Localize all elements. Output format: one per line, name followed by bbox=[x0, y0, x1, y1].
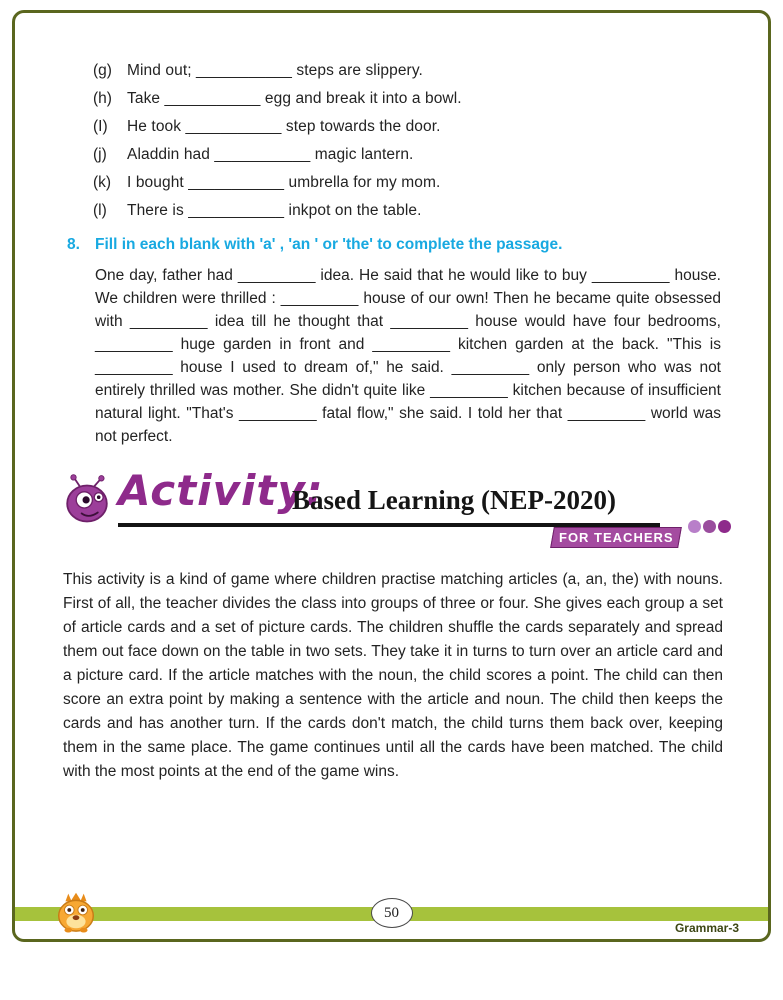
for-teachers-badge bbox=[550, 527, 682, 548]
question-title: Fill in each blank with 'a' , 'an ' or 'the' to complete the passage. bbox=[95, 236, 563, 253]
page-number: 50 bbox=[384, 904, 399, 921]
yellow-monster-icon bbox=[52, 886, 100, 934]
exercise-item-text: He took ___________ step towards the door. bbox=[127, 118, 441, 135]
exercise-item-label: (k) bbox=[93, 174, 112, 191]
exercise-item-label: (g) bbox=[93, 62, 112, 79]
dot-icon bbox=[703, 520, 716, 533]
activity-heading-section bbox=[0, 466, 783, 558]
activity-description: This activity is a kind of game where children practise matching articles (a, an, the) with nouns. First of all, the teacher divides the class into groups of three or four. She gives each group a set of article cards and a set of picture cards. The children shuffle the cards separately and spread them out face down on the table in two sets. They take it in turns to turn over an article card and a picture card. If the article matches with the noun, the child scores a point. The child can then score an extra point by making a sentence with the article and noun. The child then keeps the cards and has another turn. If the cards don't match, the child turns them back over, keeping them in the same place. The game continues until all the cards have been matched. The child with the most points at the end of the game wins. bbox=[63, 571, 723, 780]
for-teachers-label: FOR TEACHERS bbox=[558, 530, 674, 545]
decorative-dots-icon bbox=[686, 520, 731, 538]
exercise-item-label: (h) bbox=[93, 90, 112, 107]
activity-subtitle: Based Learning (NEP-2020) bbox=[292, 485, 616, 515]
exercise-item-text: I bought ___________ umbrella for my mom. bbox=[127, 174, 441, 191]
exercise-item-text: Aladdin had ___________ magic lantern. bbox=[127, 146, 414, 163]
activity-word: Activity: bbox=[118, 466, 324, 515]
exercise-item bbox=[93, 118, 783, 136]
exercise-item-text: Mind out; ___________ steps are slippery. bbox=[127, 62, 423, 79]
exercise-item-text: Take ___________ egg and break it into a bowl. bbox=[127, 90, 462, 107]
dot-icon bbox=[688, 520, 701, 533]
page-number-badge bbox=[371, 898, 413, 928]
question-number: 8. bbox=[67, 236, 80, 253]
exercise-item-label: (l) bbox=[93, 202, 107, 219]
exercise-list bbox=[93, 62, 783, 220]
exercise-item-label: (j) bbox=[93, 146, 107, 163]
exercise-item bbox=[93, 90, 783, 108]
exercise-item-text: There is ___________ inkpot on the table. bbox=[127, 202, 422, 219]
exercise-item-label: (I) bbox=[93, 118, 108, 135]
purple-monster-icon bbox=[60, 472, 114, 526]
exercise-item bbox=[93, 62, 783, 80]
fill-in-passage: One day, father had _________ idea. He said that he would like to buy _________ house. We children were thrilled : _________ house of our own! Then he became quite obsessed with _________ idea till he thought that _________ house would have four bedrooms, _________ huge garden in front and _________ kitchen garden at the back. "This is _________ house I used to dream of," he said. _________ only person who was not entirely thrilled was mother. She didn't quite like _________ kitchen because of insufficient natural light. "That's _________ fatal flow," she said. I told her that _________ world was not perfect. bbox=[95, 267, 721, 445]
exercise-item bbox=[93, 146, 783, 164]
book-title: Grammar-3 bbox=[674, 921, 739, 935]
question-8-heading bbox=[67, 236, 723, 254]
dot-icon bbox=[718, 520, 731, 533]
exercise-item bbox=[93, 174, 783, 192]
exercise-item bbox=[93, 202, 783, 220]
